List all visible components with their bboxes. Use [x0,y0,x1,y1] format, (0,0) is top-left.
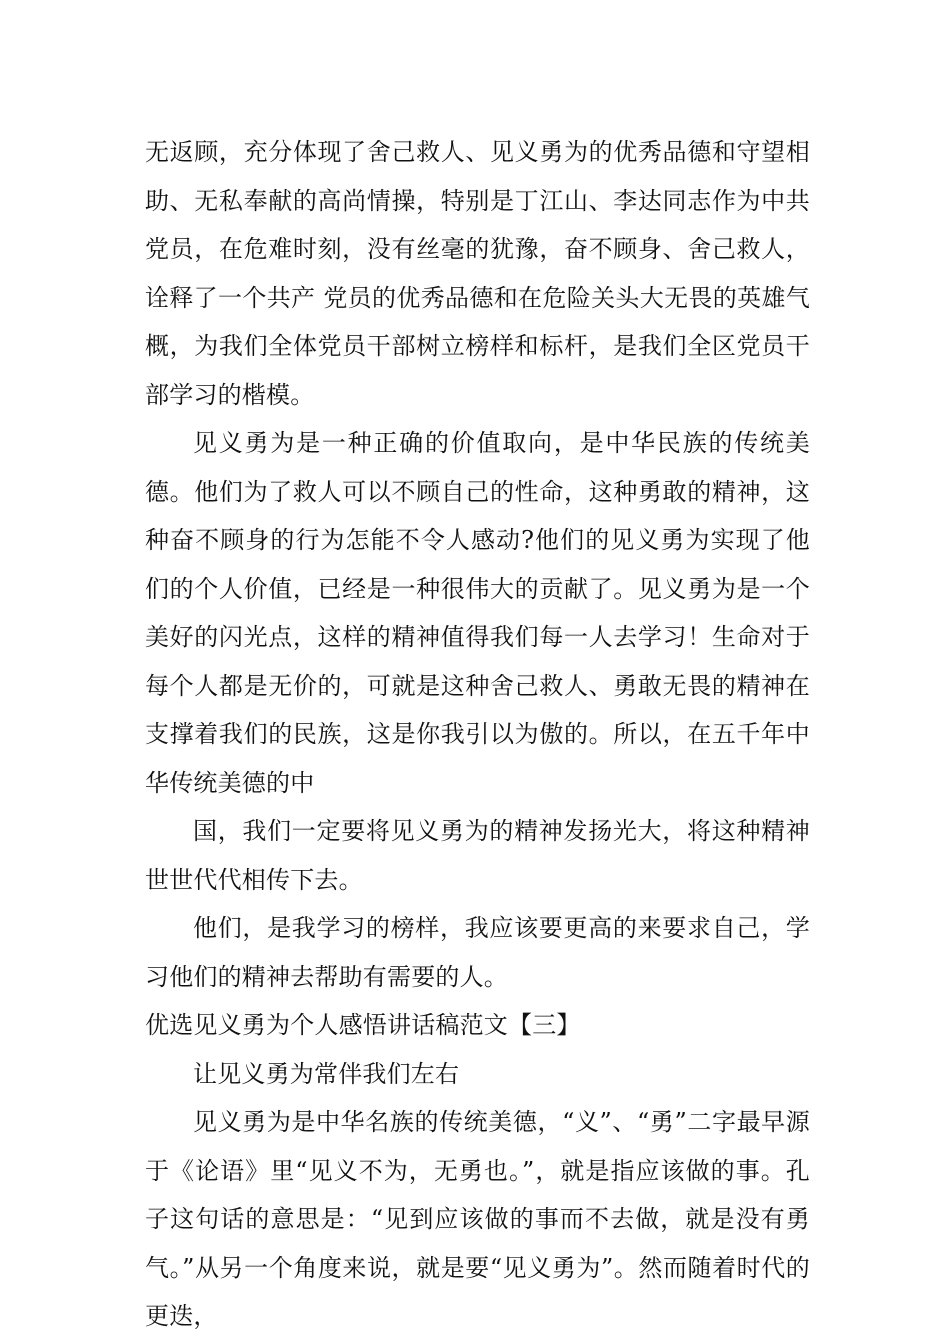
paragraph-4: 他们，是我学习的榜样，我应该要更高的来要求自己，学习他们的精神去帮助有需要的人。 [145,914,810,991]
document-body [145,128,810,1341]
paragraph-3: 国，我们一定要将见义勇为的精神发扬光大，将这种精神世世代代相传下去。 [145,817,810,894]
paragraph-1: 无返顾，充分体现了舍己救人、见义勇为的优秀品德和守望相助、无私奉献的高尚情操，特别是丁江山、李达同志作为中共党员，在危难时刻，没有丝毫的犹豫，奋不顾身、舍己救人，诠释了一个共产 党员的优秀品德和在危险关头大无畏的英雄气概，为我们全体党员干部树立榜样和标杆，是我们全区党员干部学习的楷模。 [145,138,810,409]
paragraph-2: 见义勇为是一种正确的价值取向，是中华民族的传统美德。他们为了救人可以不顾自己的性命，这种勇敢的精神，这种奋不顾身的行为怎能不令人感动?他们的见义勇为实现了他们的个人价值，已经是一种很伟大的贡献了。见义勇为是一个美好的闪光点，这样的精神值得我们每一人去学习！生命对于每个人都是无价的，可就是这种舍己救人、勇敢无畏的精神在支撑着我们的民族，这是你我引以为傲的。所以，在五千年中华传统美德的中 [145,429,810,797]
section-subtitle: 让见义勇为常伴我们左右 [193,1059,460,1088]
section-heading: 优选见义勇为个人感悟讲话稿范文【三】 [145,1011,581,1039]
paragraph-5: 见义勇为是中华名族的传统美德，“义”、“勇”二字最早源于《论语》里“见义不为，无勇也。”，就是指应该做的事。孔子这句话的意思是：“见到应该做的事而不去做，就是没有勇气。”从另一个角度来说，就是要“见义勇为”。然而随着时代的更迭， [145,1108,810,1330]
